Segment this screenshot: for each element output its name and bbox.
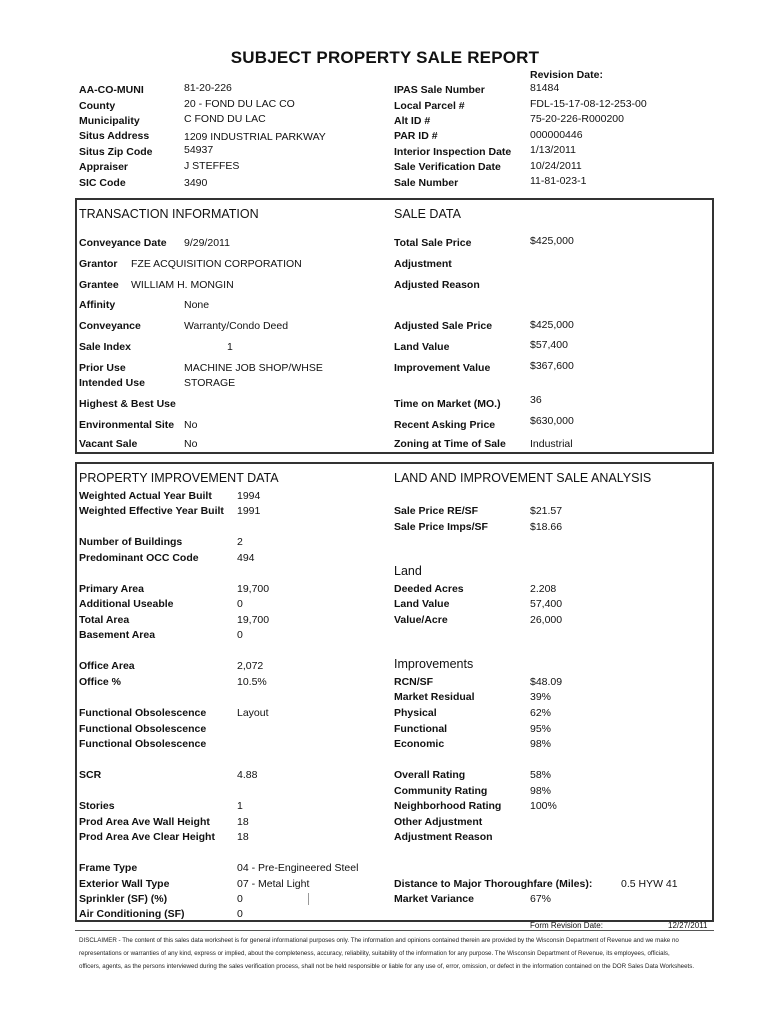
label-sale-number: Sale Number bbox=[394, 177, 459, 189]
value-conveyance-date: 9/29/2011 bbox=[184, 237, 230, 249]
value-community-rating: 98% bbox=[530, 785, 552, 797]
value-recent-asking: $630,000 bbox=[530, 415, 574, 427]
label-physical: Physical bbox=[394, 707, 437, 719]
value-rcn-sf: $48.09 bbox=[530, 676, 563, 688]
label-environmental-site: Environmental Site bbox=[79, 419, 175, 431]
value-clear-height: 18 bbox=[237, 831, 249, 843]
improvement-heading: PROPERTY IMPROVEMENT DATA bbox=[79, 471, 279, 485]
value-economic: 98% bbox=[530, 738, 552, 750]
label-municipality: Municipality bbox=[79, 115, 140, 127]
label-local-parcel: Local Parcel # bbox=[394, 100, 465, 112]
label-situs-address: Situs Address bbox=[79, 130, 150, 142]
label-total-area: Total Area bbox=[79, 614, 130, 626]
value-additional-useable: 0 bbox=[237, 598, 243, 610]
label-adjusted-reason: Adjusted Reason bbox=[394, 279, 480, 291]
value-imps-sf: $18.66 bbox=[530, 521, 563, 533]
value-situs-address: 1209 INDUSTRIAL PARKWAY bbox=[184, 131, 326, 143]
value-num-buildings: 2 bbox=[237, 536, 243, 548]
label-aa-co-muni: AA-CO-MUNI bbox=[79, 84, 144, 96]
label-vacant-sale: Vacant Sale bbox=[79, 438, 138, 450]
value-functional-obsolescence-1: Layout bbox=[237, 707, 269, 719]
label-intended-use: Intended Use bbox=[79, 377, 145, 389]
value-land-value: $57,400 bbox=[530, 339, 568, 351]
label-economic: Economic bbox=[394, 738, 445, 750]
label-ipas-sale-number: IPAS Sale Number bbox=[394, 84, 485, 96]
label-appraiser: Appraiser bbox=[79, 161, 129, 173]
value-office-pct: 10.5% bbox=[237, 676, 267, 688]
value-frame-type: 04 - Pre-Engineered Steel bbox=[237, 862, 359, 874]
label-wall-height: Prod Area Ave Wall Height bbox=[79, 816, 210, 828]
value-overall-rating: 58% bbox=[530, 769, 552, 781]
value-re-sf: $21.57 bbox=[530, 505, 563, 517]
label-clear-height: Prod Area Ave Clear Height bbox=[79, 831, 215, 843]
label-community-rating: Community Rating bbox=[394, 785, 488, 797]
value-primary-area: 19,700 bbox=[237, 583, 270, 595]
label-distance-thoroughfare: Distance to Major Thoroughfare (Miles): bbox=[394, 878, 593, 890]
value-weyb: 1991 bbox=[237, 505, 261, 517]
land-heading: Land bbox=[394, 564, 422, 578]
label-affinity: Affinity bbox=[79, 299, 116, 311]
value-sale-verification: 10/24/2011 bbox=[530, 160, 582, 172]
label-sic-code: SIC Code bbox=[79, 177, 126, 189]
value-sale-number: 11-81-023-1 bbox=[530, 175, 587, 187]
value-local-parcel: FDL-15-17-08-12-253-00 bbox=[530, 98, 647, 110]
value-prior-use: MACHINE JOB SHOP/WHSE bbox=[184, 362, 323, 374]
value-deeded-acres: 2.208 bbox=[530, 583, 557, 595]
label-frame-type: Frame Type bbox=[79, 862, 138, 874]
label-deeded-acres: Deeded Acres bbox=[394, 583, 464, 595]
label-analysis-land-value: Land Value bbox=[394, 598, 450, 610]
value-situs-zip: 54937 bbox=[184, 144, 214, 156]
improvements-heading: Improvements bbox=[394, 657, 474, 671]
disclaimer-line-3: officers, agents, as the persons interviewed during the sales verification process, shall not be held responsible or liable for any use of, error, omission, or defect in the information contained on the DOR Sales Data Worksheets. bbox=[79, 963, 695, 970]
label-value-acre: Value/Acre bbox=[394, 614, 448, 626]
value-improvement-value: $367,600 bbox=[530, 360, 574, 372]
label-interior-inspection: Interior Inspection Date bbox=[394, 146, 512, 158]
label-adjusted-sale-price: Adjusted Sale Price bbox=[394, 320, 493, 332]
label-basement-area: Basement Area bbox=[79, 629, 156, 641]
value-market-variance: 67% bbox=[530, 893, 552, 905]
label-conveyance: Conveyance bbox=[79, 320, 141, 332]
report-title: SUBJECT PROPERTY SALE REPORT bbox=[230, 48, 540, 67]
value-adjusted-sale-price: $425,000 bbox=[530, 319, 574, 331]
label-functional-obsolescence-1: Functional Obsolescence bbox=[79, 707, 207, 719]
label-adjustment: Adjustment bbox=[394, 258, 452, 270]
disclaimer-line-1: DISCLAIMER - The content of this sales data worksheet is for general informational purposes only. The information and opinions contained therein are provided by the Wisconsin Department of Revenue and we make no bbox=[79, 937, 679, 944]
label-grantee: Grantee bbox=[79, 279, 119, 291]
label-alt-id: Alt ID # bbox=[394, 115, 431, 127]
label-office-pct: Office % bbox=[79, 676, 122, 688]
value-total-area: 19,700 bbox=[237, 614, 270, 626]
label-stories: Stories bbox=[79, 800, 115, 812]
value-time-on-market: 36 bbox=[530, 394, 542, 406]
label-re-sf: Sale Price RE/SF bbox=[394, 505, 479, 517]
transaction-heading: TRANSACTION INFORMATION bbox=[79, 207, 259, 221]
form-revision-date: 12/27/2011 bbox=[668, 921, 708, 930]
label-sprinkler: Sprinkler (SF) (%) bbox=[79, 893, 168, 905]
label-land-value: Land Value bbox=[394, 341, 450, 353]
value-value-acre: 26,000 bbox=[530, 614, 563, 626]
label-prior-use: Prior Use bbox=[79, 362, 126, 374]
label-highest-best-use: Highest & Best Use bbox=[79, 398, 176, 410]
value-basement-area: 0 bbox=[237, 629, 243, 641]
label-time-on-market: Time on Market (MO.) bbox=[394, 398, 501, 410]
label-scr: SCR bbox=[79, 769, 102, 781]
value-interior-inspection: 1/13/2011 bbox=[530, 144, 576, 156]
label-primary-area: Primary Area bbox=[79, 583, 144, 595]
label-rcn-sf: RCN/SF bbox=[394, 676, 434, 688]
label-functional: Functional bbox=[394, 723, 448, 735]
disclaimer-line-2: representations or warranties of any kind, express or implied, about the completeness, accuracy, reliability, suitability of the information for any purpose. The Wisconsin Department of Revenue, its employees, officials, bbox=[79, 950, 670, 957]
value-occ-code: 494 bbox=[237, 552, 255, 564]
label-market-residual: Market Residual bbox=[394, 691, 475, 703]
value-environmental-site: No bbox=[184, 419, 198, 431]
footer-rule bbox=[75, 930, 714, 931]
value-wayb: 1994 bbox=[237, 490, 261, 502]
value-vacant-sale: No bbox=[184, 438, 198, 450]
value-affinity: None bbox=[184, 299, 210, 311]
value-appraiser: J STEFFES bbox=[184, 160, 240, 172]
label-imps-sf: Sale Price Imps/SF bbox=[394, 521, 488, 533]
field-divider bbox=[308, 893, 309, 905]
label-market-variance: Market Variance bbox=[394, 893, 474, 905]
label-grantor: Grantor bbox=[79, 258, 118, 270]
value-neighborhood-rating: 100% bbox=[530, 800, 557, 812]
form-revision-label: Form Revision Date: bbox=[530, 921, 603, 930]
label-adjustment-reason: Adjustment Reason bbox=[394, 831, 493, 843]
revision-date-label: Revision Date: bbox=[530, 69, 603, 81]
label-num-buildings: Number of Buildings bbox=[79, 536, 183, 548]
value-par-id: 000000446 bbox=[530, 129, 583, 141]
label-functional-obsolescence-2: Functional Obsolescence bbox=[79, 723, 207, 735]
value-sale-index: 1 bbox=[227, 341, 233, 353]
label-occ-code: Predominant OCC Code bbox=[79, 552, 199, 564]
value-ipas-sale-number: 81484 bbox=[530, 82, 560, 94]
value-grantee: WILLIAM H. MONGIN bbox=[131, 279, 234, 291]
value-county: 20 - FOND DU LAC CO bbox=[184, 98, 295, 110]
value-functional: 95% bbox=[530, 723, 552, 735]
label-additional-useable: Additional Useable bbox=[79, 598, 174, 610]
value-municipality: C FOND DU LAC bbox=[184, 113, 266, 125]
label-improvement-value: Improvement Value bbox=[394, 362, 491, 374]
analysis-heading: LAND AND IMPROVEMENT SALE ANALYSIS bbox=[394, 471, 652, 485]
label-weyb: Weighted Effective Year Built bbox=[79, 505, 224, 517]
label-functional-obsolescence-3: Functional Obsolescence bbox=[79, 738, 207, 750]
value-office-area: 2,072 bbox=[237, 660, 264, 672]
value-exterior-wall: 07 - Metal Light bbox=[237, 878, 310, 890]
value-conveyance: Warranty/Condo Deed bbox=[184, 320, 289, 332]
label-situs-zip: Situs Zip Code bbox=[79, 146, 153, 158]
value-alt-id: 75-20-226-R000200 bbox=[530, 113, 624, 125]
label-par-id: PAR ID # bbox=[394, 130, 438, 142]
value-sprinkler: 0 bbox=[237, 893, 243, 905]
label-other-adjustment: Other Adjustment bbox=[394, 816, 483, 828]
sale-data-heading: SALE DATA bbox=[394, 207, 461, 221]
value-wall-height: 18 bbox=[237, 816, 249, 828]
label-air-conditioning: Air Conditioning (SF) bbox=[79, 908, 185, 920]
value-grantor: FZE ACQUISITION CORPORATION bbox=[131, 258, 302, 270]
label-overall-rating: Overall Rating bbox=[394, 769, 466, 781]
value-distance-thoroughfare: 0.5 HYW 41 bbox=[621, 878, 678, 890]
value-sic-code: 3490 bbox=[184, 177, 208, 189]
label-recent-asking: Recent Asking Price bbox=[394, 419, 496, 431]
label-zoning: Zoning at Time of Sale bbox=[394, 438, 506, 450]
value-air-conditioning: 0 bbox=[237, 908, 243, 920]
label-office-area: Office Area bbox=[79, 660, 135, 672]
value-aa-co-muni: 81-20-226 bbox=[184, 82, 232, 94]
label-wayb: Weighted Actual Year Built bbox=[79, 490, 212, 502]
label-exterior-wall: Exterior Wall Type bbox=[79, 878, 170, 890]
value-intended-use: STORAGE bbox=[184, 377, 236, 389]
label-county: County bbox=[79, 100, 116, 112]
value-stories: 1 bbox=[237, 800, 243, 812]
value-total-sale-price: $425,000 bbox=[530, 235, 574, 247]
label-total-sale-price: Total Sale Price bbox=[394, 237, 472, 249]
value-zoning: Industrial bbox=[530, 438, 573, 450]
label-conveyance-date: Conveyance Date bbox=[79, 237, 167, 249]
value-physical: 62% bbox=[530, 707, 552, 719]
value-market-residual: 39% bbox=[530, 691, 552, 703]
label-sale-index: Sale Index bbox=[79, 341, 131, 353]
value-analysis-land-value: 57,400 bbox=[530, 598, 563, 610]
label-neighborhood-rating: Neighborhood Rating bbox=[394, 800, 502, 812]
value-scr: 4.88 bbox=[237, 769, 258, 781]
label-sale-verification: Sale Verification Date bbox=[394, 161, 501, 173]
